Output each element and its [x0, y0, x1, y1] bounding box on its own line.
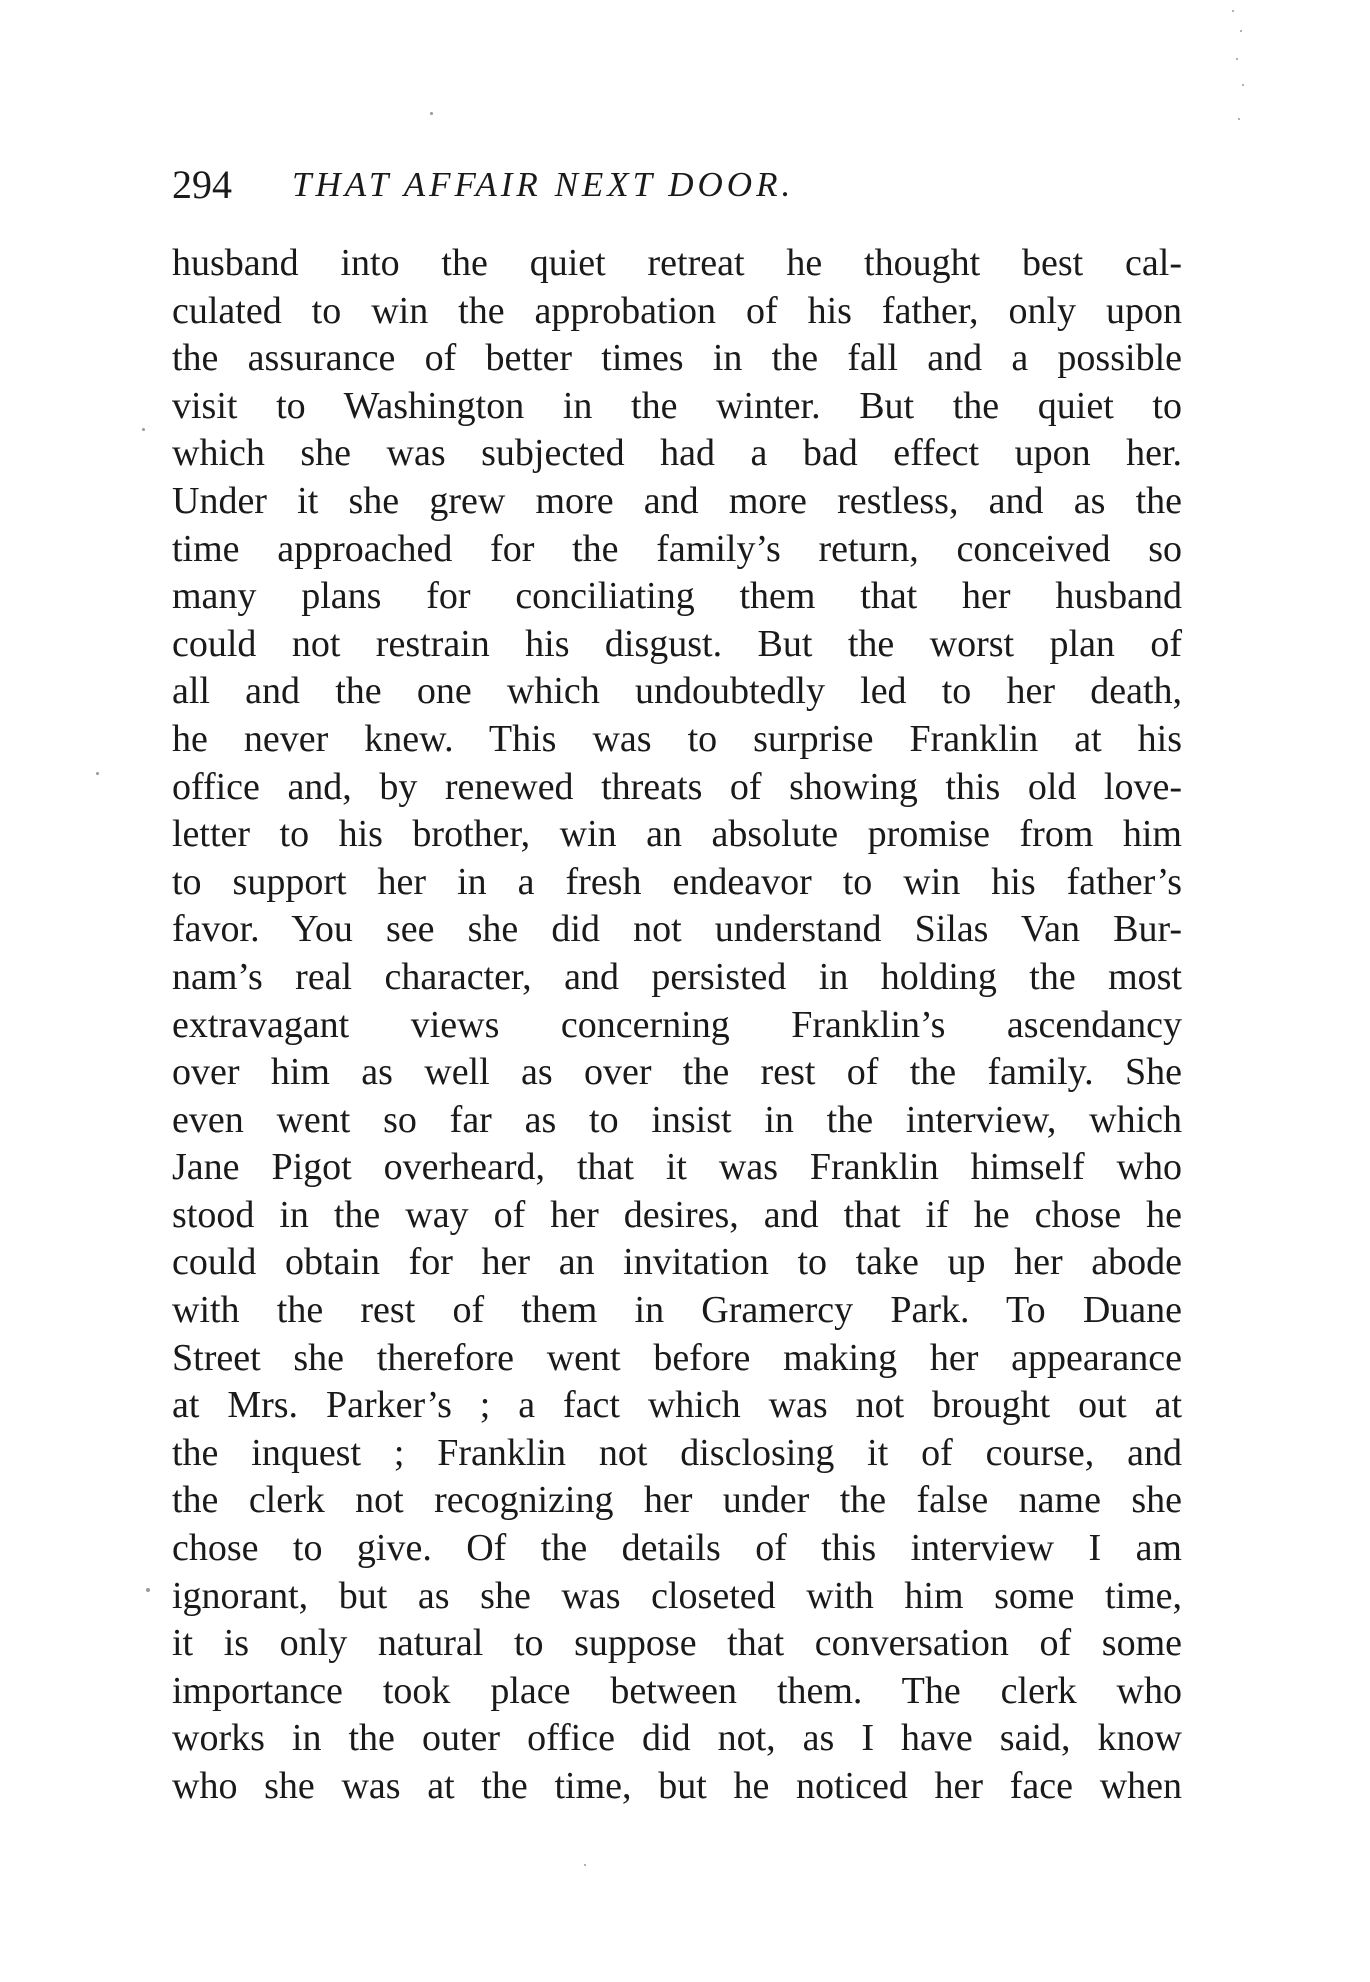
- text-line: works in the outer office did not, as I have said, know: [172, 1717, 1182, 1760]
- text-line: Jane Pigot overheard, that it was Franklin himself who: [172, 1146, 1182, 1189]
- text-line: Under it she grew more and more restless, and as the: [172, 479, 1182, 522]
- paper-speck: [1238, 118, 1240, 120]
- page-number: 294: [172, 162, 232, 207]
- text-line: all and the one which undoubtedly led to her death,: [172, 670, 1182, 713]
- paper-speck: [96, 772, 99, 775]
- text-line: which she was subjected had a bad effect upon her.: [172, 432, 1182, 475]
- paper-speck: [430, 112, 433, 115]
- text-line: who she was at the time, but he noticed her face when: [172, 1765, 1182, 1807]
- text-line: importance took place between them. The clerk who: [172, 1669, 1182, 1712]
- text-line: chose to give. Of the details of this interview I am: [172, 1527, 1182, 1570]
- text-line: letter to his brother, win an absolute promise from him: [172, 813, 1182, 856]
- text-line: could not restrain his disgust. But the worst plan of: [172, 622, 1182, 665]
- text-line: nam’s real character, and persisted in holding the most: [172, 955, 1182, 998]
- text-line: over him as well as over the rest of the family. She: [172, 1051, 1182, 1094]
- text-line: to support her in a fresh endeavor to win his father’s: [172, 860, 1182, 903]
- paper-speck: [1236, 58, 1238, 60]
- text-line: favor. You see she did not understand Silas Van Bur-: [172, 908, 1182, 951]
- text-line: office and, by renewed threats of showing this old love-: [172, 765, 1182, 808]
- text-line: Street she therefore went before making her appearance: [172, 1336, 1182, 1379]
- text-line: even went so far as to insist in the interview, which: [172, 1098, 1182, 1141]
- text-line: many plans for conciliating them that her husband: [172, 575, 1182, 618]
- paper-speck: [142, 428, 145, 431]
- paper-speck: [584, 1864, 586, 1866]
- text-line: culated to win the approbation of his father, only upon: [172, 289, 1182, 332]
- text-line: stood in the way of her desires, and that if he chose he: [172, 1193, 1182, 1236]
- body-paragraph: [172, 240, 1182, 1811]
- text-line: he never knew. This was to surprise Franklin at his: [172, 717, 1182, 760]
- text-line: husband into the quiet retreat he thought best cal-: [172, 242, 1182, 284]
- paper-speck: [146, 1588, 150, 1592]
- text-line: could obtain for her an invitation to take up her abode: [172, 1241, 1182, 1284]
- text-line: the inquest ; Franklin not disclosing it of course, and: [172, 1431, 1182, 1474]
- text-line: visit to Washington in the winter. But the quiet to: [172, 384, 1182, 427]
- text-line: it is only natural to suppose that conversation of some: [172, 1622, 1182, 1665]
- text-line: extravagant views concerning Franklin’s ascendancy: [172, 1003, 1182, 1046]
- text-line: the clerk not recognizing her under the false name she: [172, 1479, 1182, 1522]
- text-line: the assurance of better times in the fall and a possible: [172, 337, 1182, 380]
- text-line: with the rest of them in Gramercy Park. To Duane: [172, 1289, 1182, 1332]
- text-line: at Mrs. Parker’s ; a fact which was not brought out at: [172, 1384, 1182, 1427]
- paper-speck: [1232, 10, 1234, 12]
- paper-speck: [1242, 84, 1244, 86]
- text-line: time approached for the family’s return, conceived so: [172, 527, 1182, 570]
- text-line: ignorant, but as she was closeted with him some time,: [172, 1574, 1182, 1617]
- running-title: THAT AFFAIR NEXT DOOR.: [292, 165, 795, 204]
- paper-speck: [1240, 30, 1242, 32]
- page-header: [172, 157, 1192, 213]
